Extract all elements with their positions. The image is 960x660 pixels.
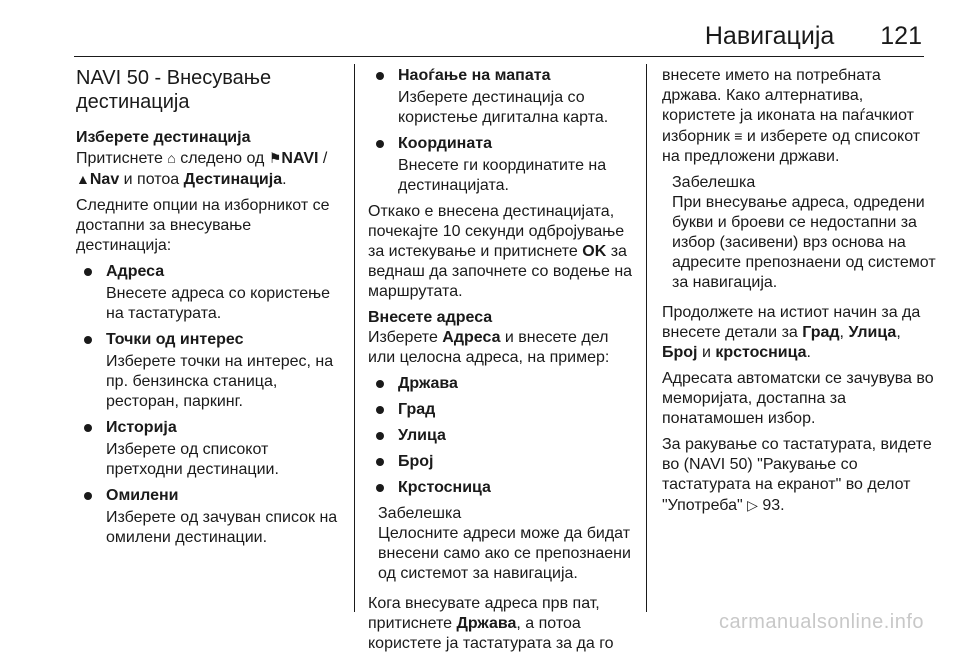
list-item: Омилени Изберете од зачуван список на омилени дестинации. (76, 486, 346, 548)
list-item: Град (368, 400, 633, 420)
details-paragraph: Продолжете на истиот начин за да внесете детали за Град, Улица, Број и крстосница. (662, 304, 921, 361)
page-reference-icon: ▷ (747, 497, 758, 513)
ok-paragraph: Откако е внесена дестинацијата, почекајте 10 секунди одбројување за истекување и притиснете OK за веднаш да започнете со водење на маршрутата. (368, 203, 633, 300)
address-fields-list (368, 374, 633, 498)
page-number: 121 (880, 22, 922, 50)
country-paragraph: внесете името на потребната држава. Како алтернатива, користете ја иконата на паѓачкиот изборник ≡ и изберете од списокот на предложени држави. (662, 67, 921, 165)
list-item: Број (368, 452, 633, 472)
column-divider-2 (646, 64, 647, 612)
list-item: Крстосница (368, 478, 633, 498)
subheading-select-destination: Изберете дестинација (76, 129, 251, 146)
keyboard-paragraph: За ракување со тастатурата, видете во (NAVI 50) "Ракување со тастатурата на екранот" во делот "Употреба" ▷ 93. (662, 436, 932, 514)
dropdown-menu-icon: ≡ (734, 128, 743, 144)
note-title: Забелешка (378, 505, 462, 522)
memory-paragraph: Адресата автоматски се зачувува во меморијата, достапна за понатамошен избор. (662, 370, 934, 427)
column-3 (662, 66, 937, 522)
section-title: NAVI 50 - Внесување дестинација (76, 67, 272, 113)
list-item: Координата Внесете ги координатите на дестинацијата. (368, 134, 633, 196)
destination-options-list (76, 262, 346, 548)
header-title: Навигација (704, 22, 835, 50)
list-item: Историја Изберете од списокот претходни дестинации. (76, 418, 346, 480)
list-item: Точки од интерес Изберете точки на интерес, на пр. бензинска станица, ресторан, паркинг. (76, 330, 346, 412)
nav-arrow-icon: ▲ (76, 171, 90, 187)
note-block (368, 504, 633, 584)
note-text: При внесување адреса, одредени букви и броеви се недостапни за избор (засивени) врз основа на адресите препознаени од системот за навигација. (672, 194, 936, 291)
note-title: Забелешка (672, 174, 756, 191)
column-divider-1 (354, 64, 355, 612)
first-time-paragraph: Кога внесувате адреса прв пат, притиснете Држава, а потоа користете ја тастатурата за да го (368, 595, 614, 652)
watermark: carmanualsonline.info (718, 611, 924, 633)
flag-icon: ⚑ (268, 150, 282, 166)
subheading-enter-address: Внесете адреса (368, 309, 493, 326)
options-intro: Следните опции на изборникот се достапни за внесување дестинација: (76, 197, 330, 254)
list-item: Адреса Внесете адреса со користење на тастатурата. (76, 262, 346, 324)
page-header (380, 22, 922, 51)
intro-paragraph: Притиснете ⌂ следено од ⚑NAVI / ▲Nav и потоа Дестинација. (76, 150, 328, 188)
home-icon: ⌂ (167, 150, 176, 166)
header-rule (74, 56, 924, 57)
note-text: Целосните адреси може да бидат внесени само ако се препознаени од системот за навигација. (378, 525, 631, 582)
note-block (662, 173, 937, 293)
column-1 (76, 66, 346, 554)
list-item: Улица (368, 426, 633, 446)
destination-options-list-cont (368, 66, 633, 196)
list-item: Наоѓање на мапата Изберете дестинација со користење дигитална карта. (368, 66, 633, 128)
list-item: Држава (368, 374, 633, 394)
address-paragraph: Изберете Адреса и внесете дел или целосна адреса, на пример: (368, 329, 610, 366)
column-2 (368, 66, 633, 660)
